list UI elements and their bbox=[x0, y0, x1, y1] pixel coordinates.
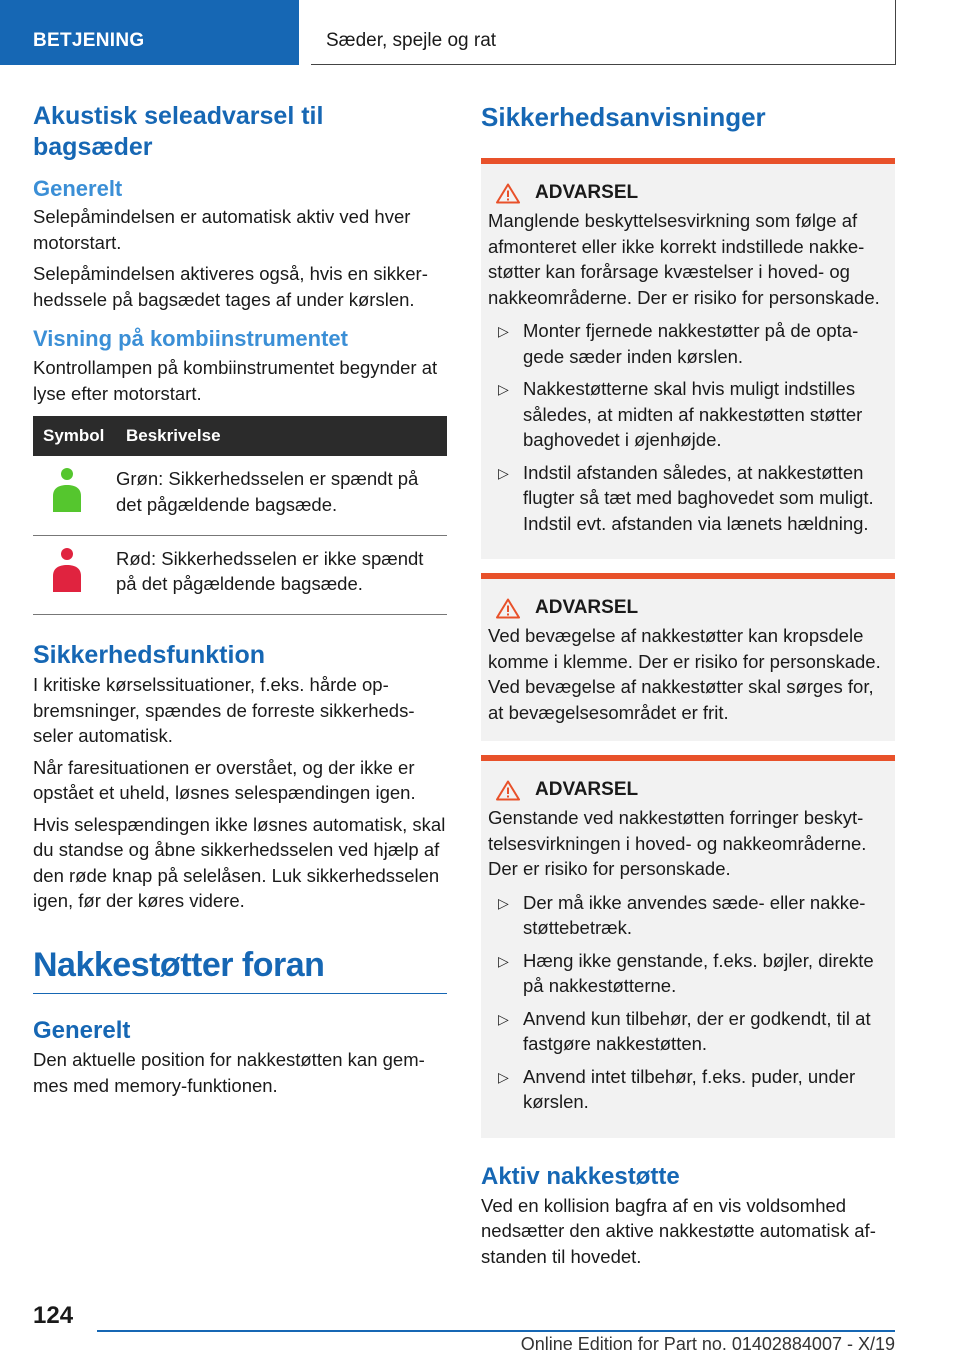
warning-list bbox=[488, 318, 888, 536]
paragraph: Den aktuelle position for nakkestøtten kan gemmes med memory-funktionen. bbox=[33, 1049, 425, 1096]
paragraph: Når faresituationen er overstået, og der ikke er opstået et uheld, løsnes selespændingen igen. bbox=[33, 756, 416, 803]
page-number: 124 bbox=[33, 1302, 74, 1329]
warning-text: Genstande ved nakkestøtten forringer beskyttelsesvirkningen i hoved- og nakkeområderne. Der er risiko for personskade. bbox=[488, 807, 867, 879]
warning-triangle-icon bbox=[496, 598, 520, 619]
chapter-label: Sæder, spejle og rat bbox=[326, 30, 497, 51]
triangle-bullet-icon: ▷ bbox=[498, 952, 509, 969]
table-row bbox=[33, 456, 447, 535]
list-item: ▷ Der må ikke anvendes sæde- eller nakkestøttebetræk. bbox=[498, 891, 866, 938]
paragraph: Hvis selespændingen ikke løsnes automatisk, skal du standse og åbne sikkerhedsselen ved hjælp af den røde knap på selelåsen. Luk sikkerhedsselen igen, før der køres videre. bbox=[33, 813, 446, 911]
warning-list bbox=[488, 890, 888, 1115]
paragraph: I kritiske kørselssituationer, f.eks. hårde opbremsninger, spændes de forreste sikkerhedsseler automatisk. bbox=[33, 674, 415, 746]
left-column bbox=[33, 101, 447, 1098]
warning-triangle-icon bbox=[496, 183, 520, 204]
table-header-description: Beskrivelse bbox=[116, 416, 447, 456]
chapter-tab bbox=[311, 0, 896, 65]
paragraph: Selepåmindelsen er automatisk aktiv ved hver motorstart. bbox=[33, 206, 411, 253]
warning-title bbox=[488, 777, 888, 803]
paragraph: Kontrollampen på kombiinstrumentet begynder at lyse efter motorstart. bbox=[33, 357, 438, 404]
table-cell-symbol bbox=[33, 535, 116, 615]
right-column bbox=[481, 101, 895, 1269]
table-row bbox=[33, 535, 447, 615]
paragraph: Ved en kollision bagfra af en vis voldsomhed nedsætter den aktive nakkestøtte automatisk afstanden til hovedet. bbox=[481, 1194, 876, 1267]
list-item: ▷ Monter fjernede nakkestøtter på de optagede sæder inden kørslen. bbox=[498, 320, 859, 367]
warning-label: ADVARSEL bbox=[535, 779, 639, 800]
warning-label: ADVARSEL bbox=[535, 182, 639, 203]
triangle-bullet-icon: ▷ bbox=[498, 894, 509, 911]
warning-text: Manglende beskyttelsesvirkning som følge af afmonteret eller ikke korrekt indstillede nakkestøtter kan forårsage kvæstelser i hoved- og nakkeområderne. Der er risiko for personskade. bbox=[488, 210, 880, 308]
table-cell-description: Rød: Sikkerhedsselen er ikke spændt på det pågældende bagsæde. bbox=[116, 535, 447, 615]
triangle-bullet-icon: ▷ bbox=[498, 381, 509, 397]
section-title-safety-notes: Sikkerhedsanvisninger bbox=[481, 102, 766, 132]
section-title-seat-belt-warning: Akustisk seleadvarsel til bagsæder bbox=[33, 102, 324, 161]
table-header-symbol: Symbol bbox=[33, 416, 116, 456]
list-item: ▷ Nakkestøtterne skal hvis muligt indstilles således, at midten af nakkestøtten støtter baghovedet i øjenhøjde. bbox=[498, 378, 863, 450]
heading-visning: Visning på kombiinstrumentet bbox=[33, 326, 348, 351]
section-title-safety-function: Sikkerhedsfunktion bbox=[33, 641, 265, 669]
chapter-title-headrests: Nakkestøtter foran bbox=[33, 945, 325, 984]
title-rule bbox=[33, 993, 447, 995]
symbol-table bbox=[33, 416, 447, 615]
warning-box bbox=[481, 158, 895, 559]
heading-generelt: Generelt bbox=[33, 176, 123, 201]
heading-generelt: Generelt bbox=[33, 1017, 131, 1044]
table-cell-description: Grøn: Sikkerhedsselen er spændt på det pågældende bagsæde. bbox=[116, 456, 447, 535]
warning-triangle-icon bbox=[496, 780, 520, 801]
footer-rule bbox=[97, 1330, 895, 1332]
list-item: ▷ Indstil afstanden således, at nakkestøtten flugter så tæt med baghovedet som muligt. Indstil evt. afstanden via lænets hældning. bbox=[498, 461, 874, 534]
table-cell-symbol bbox=[33, 456, 116, 535]
section-label: BETJENING bbox=[33, 30, 145, 51]
triangle-bullet-icon: ▷ bbox=[498, 1010, 509, 1027]
warning-title bbox=[488, 180, 888, 206]
seat-occupant-icon bbox=[51, 466, 83, 516]
paragraph: Selepåmindelsen aktiveres også, hvis en sikkerhedssele på bagsædet tages af under kørslen. bbox=[33, 263, 428, 310]
warning-title bbox=[488, 595, 888, 621]
triangle-bullet-icon: ▷ bbox=[498, 464, 509, 481]
warning-box bbox=[481, 755, 895, 1138]
triangle-bullet-icon: ▷ bbox=[498, 323, 509, 339]
list-item: ▷ Anvend intet tilbehør, f.eks. puder, under kørslen. bbox=[498, 1065, 856, 1112]
warning-box bbox=[481, 573, 895, 741]
list-item: ▷ Hæng ikke genstande, f.eks. bøjler, direkte på nakkestøtterne. bbox=[498, 949, 874, 996]
seat-occupant-icon bbox=[51, 546, 83, 596]
list-item: ▷ Anvend kun tilbehør, der er godkendt, til at fastgøre nakkestøtten. bbox=[498, 1007, 871, 1054]
warning-text: Ved bevægelse af nakkestøtter kan kropsdele komme i klemme. Der er risiko for personskade. Ved bevægelse af nakkestøtter skal sørges for, at bevægelsesområdet er frit. bbox=[488, 625, 881, 723]
section-tab bbox=[0, 0, 299, 65]
triangle-bullet-icon: ▷ bbox=[498, 1068, 509, 1085]
warning-label: ADVARSEL bbox=[535, 597, 639, 618]
edition-note: Online Edition for Part no. 01402884007 - X/19 bbox=[520, 1334, 895, 1354]
heading-active-headrest: Aktiv nakkestøtte bbox=[481, 1162, 680, 1190]
